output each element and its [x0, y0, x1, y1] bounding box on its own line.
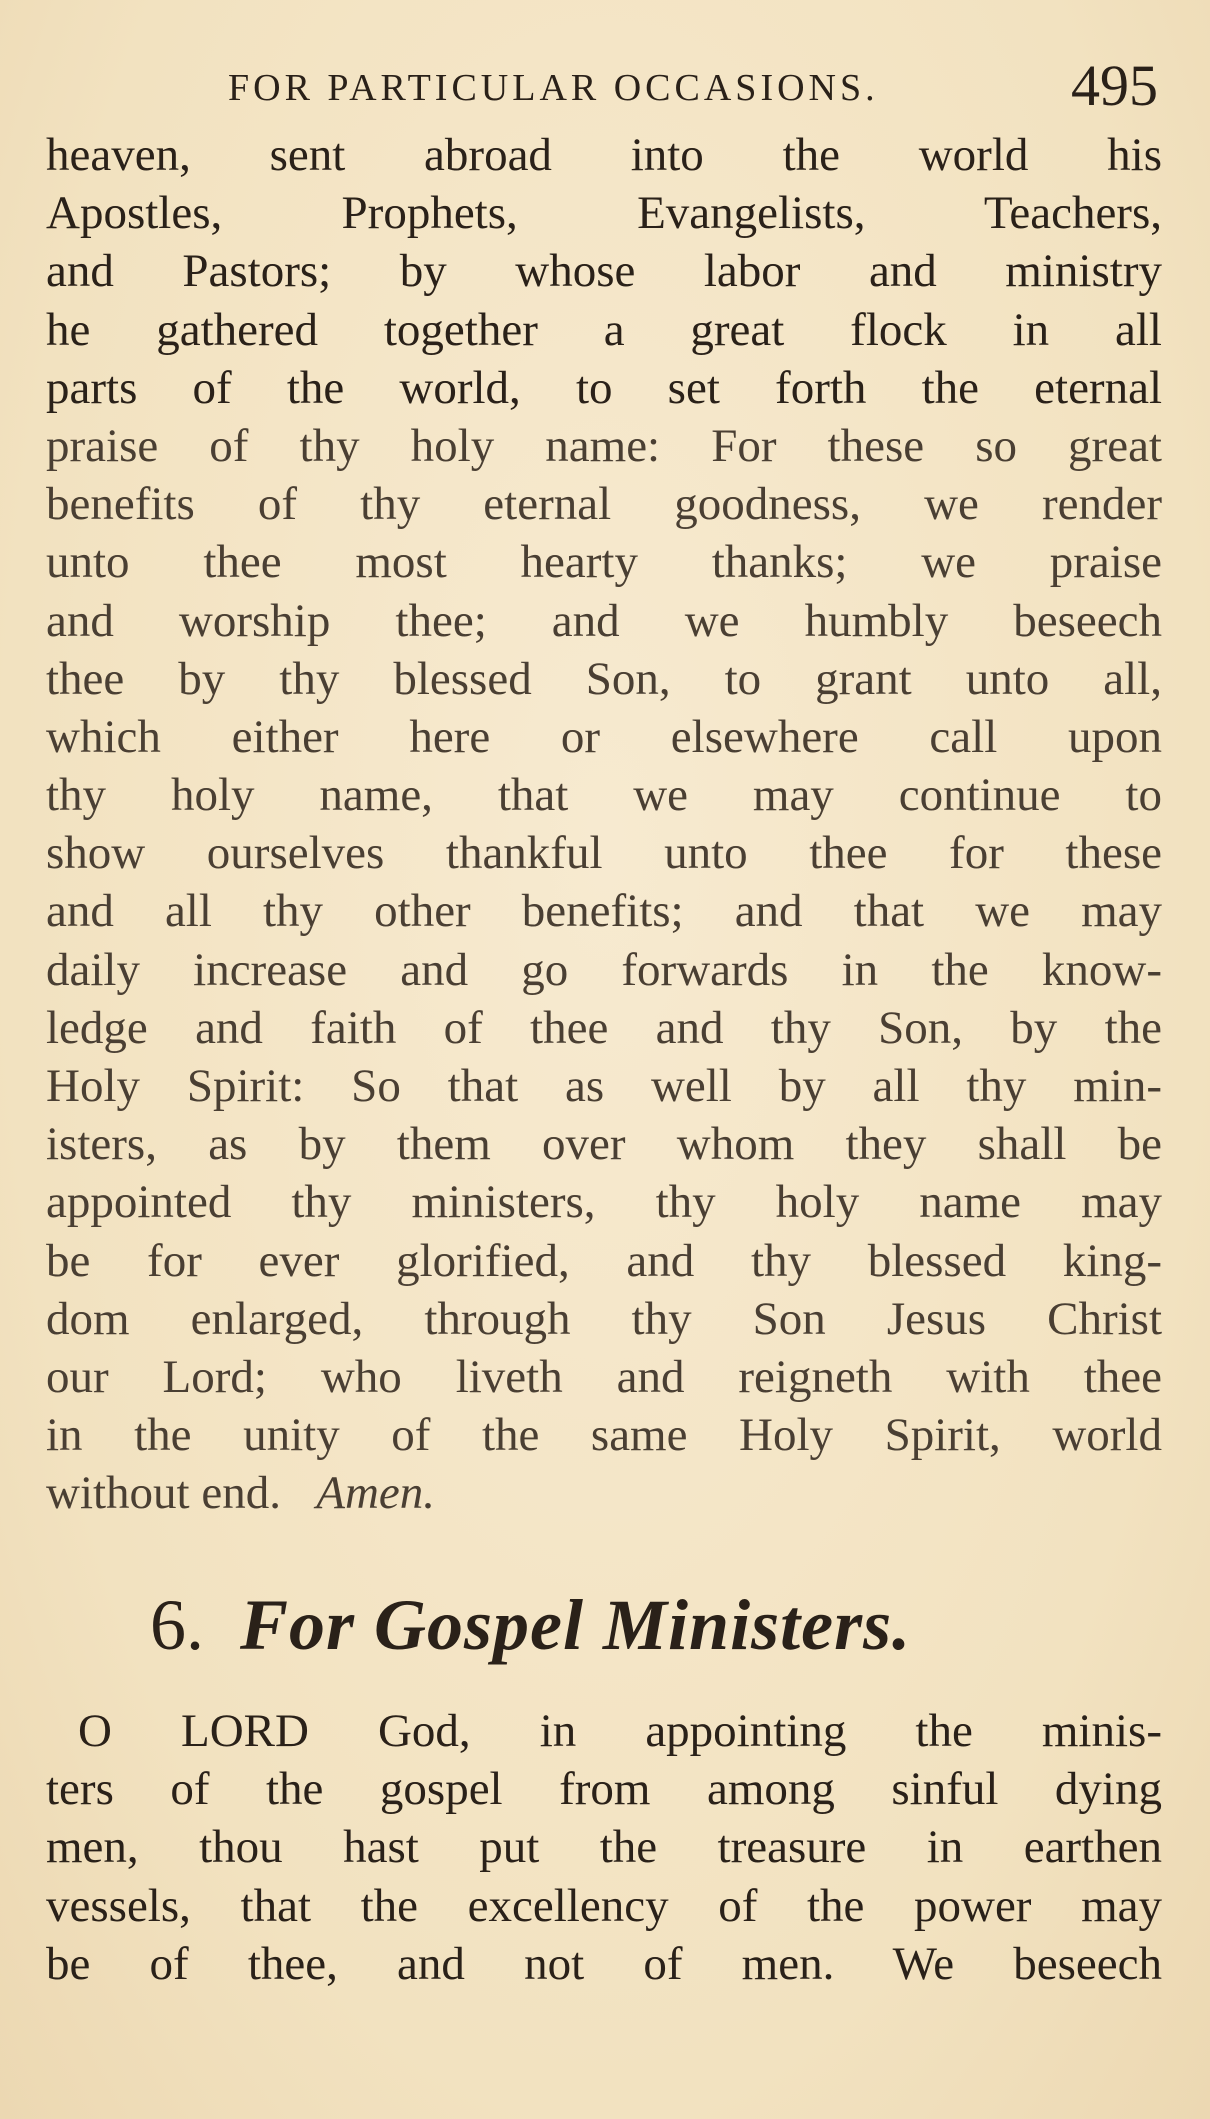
text-line: thee by thy blessed Son, to grant unto all, — [46, 652, 1162, 705]
section-heading — [150, 1580, 1110, 1670]
page-number: 495 — [1071, 53, 1158, 118]
text-line: Apostles, Prophets, Evangelists, Teachers, — [46, 187, 1162, 240]
closing-text: without end. — [46, 1467, 281, 1520]
amen-word: Amen. — [316, 1467, 435, 1520]
text-line: men, thou hast put the treasure in earthen — [46, 1821, 1162, 1874]
text-line: ters of the gospel from among sinful dying — [46, 1763, 1162, 1816]
text-line-final — [46, 1464, 1162, 1522]
section-title: For Gospel Ministers. — [240, 1585, 912, 1665]
text-line: be of thee, and not of men. We beseech — [46, 1937, 1162, 1990]
text-line: isters, as by them over whom they shall be — [46, 1118, 1162, 1171]
text-line: O LORD God, in appointing the minis- — [78, 1705, 1162, 1757]
text-line: Holy Spirit: So that as well by all thy min- — [46, 1060, 1162, 1112]
prayer-paragraph-1 — [46, 126, 1162, 1523]
prayer-paragraph-2 — [46, 1702, 1162, 1993]
text-line: vessels, that the excellency of the power may — [46, 1879, 1162, 1932]
text-line: daily increase and go forwards in the know- — [46, 943, 1162, 996]
text-line: thy holy name, that we may continue to — [46, 769, 1162, 822]
running-title: FOR PARTICULAR OCCASIONS. — [228, 67, 879, 109]
text-line: dom enlarged, through thy Son Jesus Christ — [46, 1292, 1162, 1345]
text-line: our Lord; who liveth and reigneth with thee — [46, 1350, 1162, 1403]
text-line: show ourselves thankful unto thee for these — [46, 827, 1162, 880]
text-line: praise of thy holy name: For these so great — [46, 419, 1162, 472]
text-line: which either here or elsewhere call upon — [46, 710, 1162, 763]
text-line: be for ever glorified, and thy blessed king- — [46, 1234, 1162, 1287]
text-line: benefits of thy eternal goodness, we render — [46, 478, 1162, 531]
section-number: 6. — [150, 1585, 204, 1665]
text-line: and all thy other benefits; and that we may — [46, 885, 1162, 938]
running-head — [228, 52, 1158, 122]
text-line: and Pastors; by whose labor and ministry — [46, 245, 1162, 298]
text-line: he gathered together a great flock in all — [46, 303, 1162, 356]
text-line: appointed thy ministers, thy holy name may — [46, 1176, 1162, 1229]
text-line: unto thee most hearty thanks; we praise — [46, 536, 1162, 589]
text-line: heaven, sent abroad into the world his — [46, 129, 1162, 181]
text-line: parts of the world, to set forth the eternal — [46, 361, 1162, 414]
text-line: ledge and faith of thee and thy Son, by the — [46, 1001, 1162, 1054]
text-line: in the unity of the same Holy Spirit, world — [46, 1409, 1162, 1462]
text-line: and worship thee; and we humbly beseech — [46, 594, 1162, 647]
